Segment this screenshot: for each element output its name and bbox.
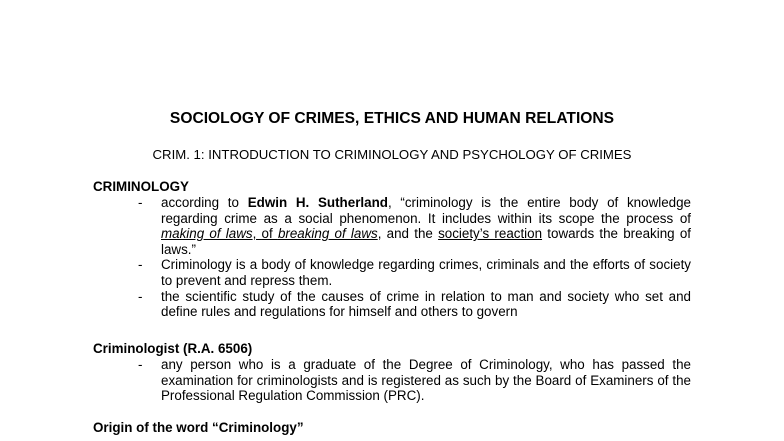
text-segment: according to (161, 195, 248, 210)
criminology-bullet-list (93, 195, 691, 320)
text-segment: of (261, 226, 278, 242)
emphasis-making-of-laws: making of laws (161, 226, 253, 242)
section-heading-origin: Origin of the word “Criminology” (93, 420, 304, 435)
text-segment: , (252, 226, 262, 242)
text-segment: , “criminology is the entire body of knowledge regarding crime as a social phenomenon. It includes within its scope the process of (161, 195, 691, 226)
bullet-text: the scientific study of the causes of crime in relation to man and society who set and define rules and regulations for himself and others to govern (161, 288, 691, 320)
document-title: SOCIOLOGY OF CRIMES, ETHICS AND HUMAN RELATIONS (169, 110, 615, 127)
bullet-text: any person who is a graduate of the Degree of Criminology, who has passed the examination for criminologists and is registered as such by the Board of Examiners of the Professional Regulation Commission (PRC). (161, 357, 691, 404)
text-segment: , and the (377, 226, 439, 242)
text-segment: towards the breaking of laws.” (161, 226, 691, 257)
criminologist-bullet-list (93, 357, 691, 404)
document-subtitle: CRIM. 1: INTRODUCTION TO CRIMINOLOGY AND PSYCHOLOGY OF CRIMES (152, 147, 632, 162)
bullet-text: Criminology is a body of knowledge regarding crimes, criminals and the efforts of society to prevent and repress them. (161, 257, 691, 288)
bullet-dash: - (138, 288, 143, 304)
criminology-definition-scientific-study (93, 289, 691, 320)
section-heading-criminologist: Criminologist (R.A. 6506) (93, 341, 253, 356)
bullet-dash: - (138, 195, 143, 210)
emphasis-society-reaction: society’s reaction (438, 226, 543, 242)
emphasis-breaking-of-laws: breaking of laws (277, 226, 378, 242)
criminologist-definition (93, 357, 691, 404)
criminology-definition-sutherland (93, 195, 691, 257)
criminology-definition-body-of-knowledge (93, 257, 691, 288)
bullet-dash: - (138, 357, 143, 372)
bullet-dash: - (138, 257, 143, 273)
section-heading-criminology: CRIMINOLOGY (93, 179, 189, 194)
author-name: Edwin H. Sutherland (247, 195, 388, 210)
